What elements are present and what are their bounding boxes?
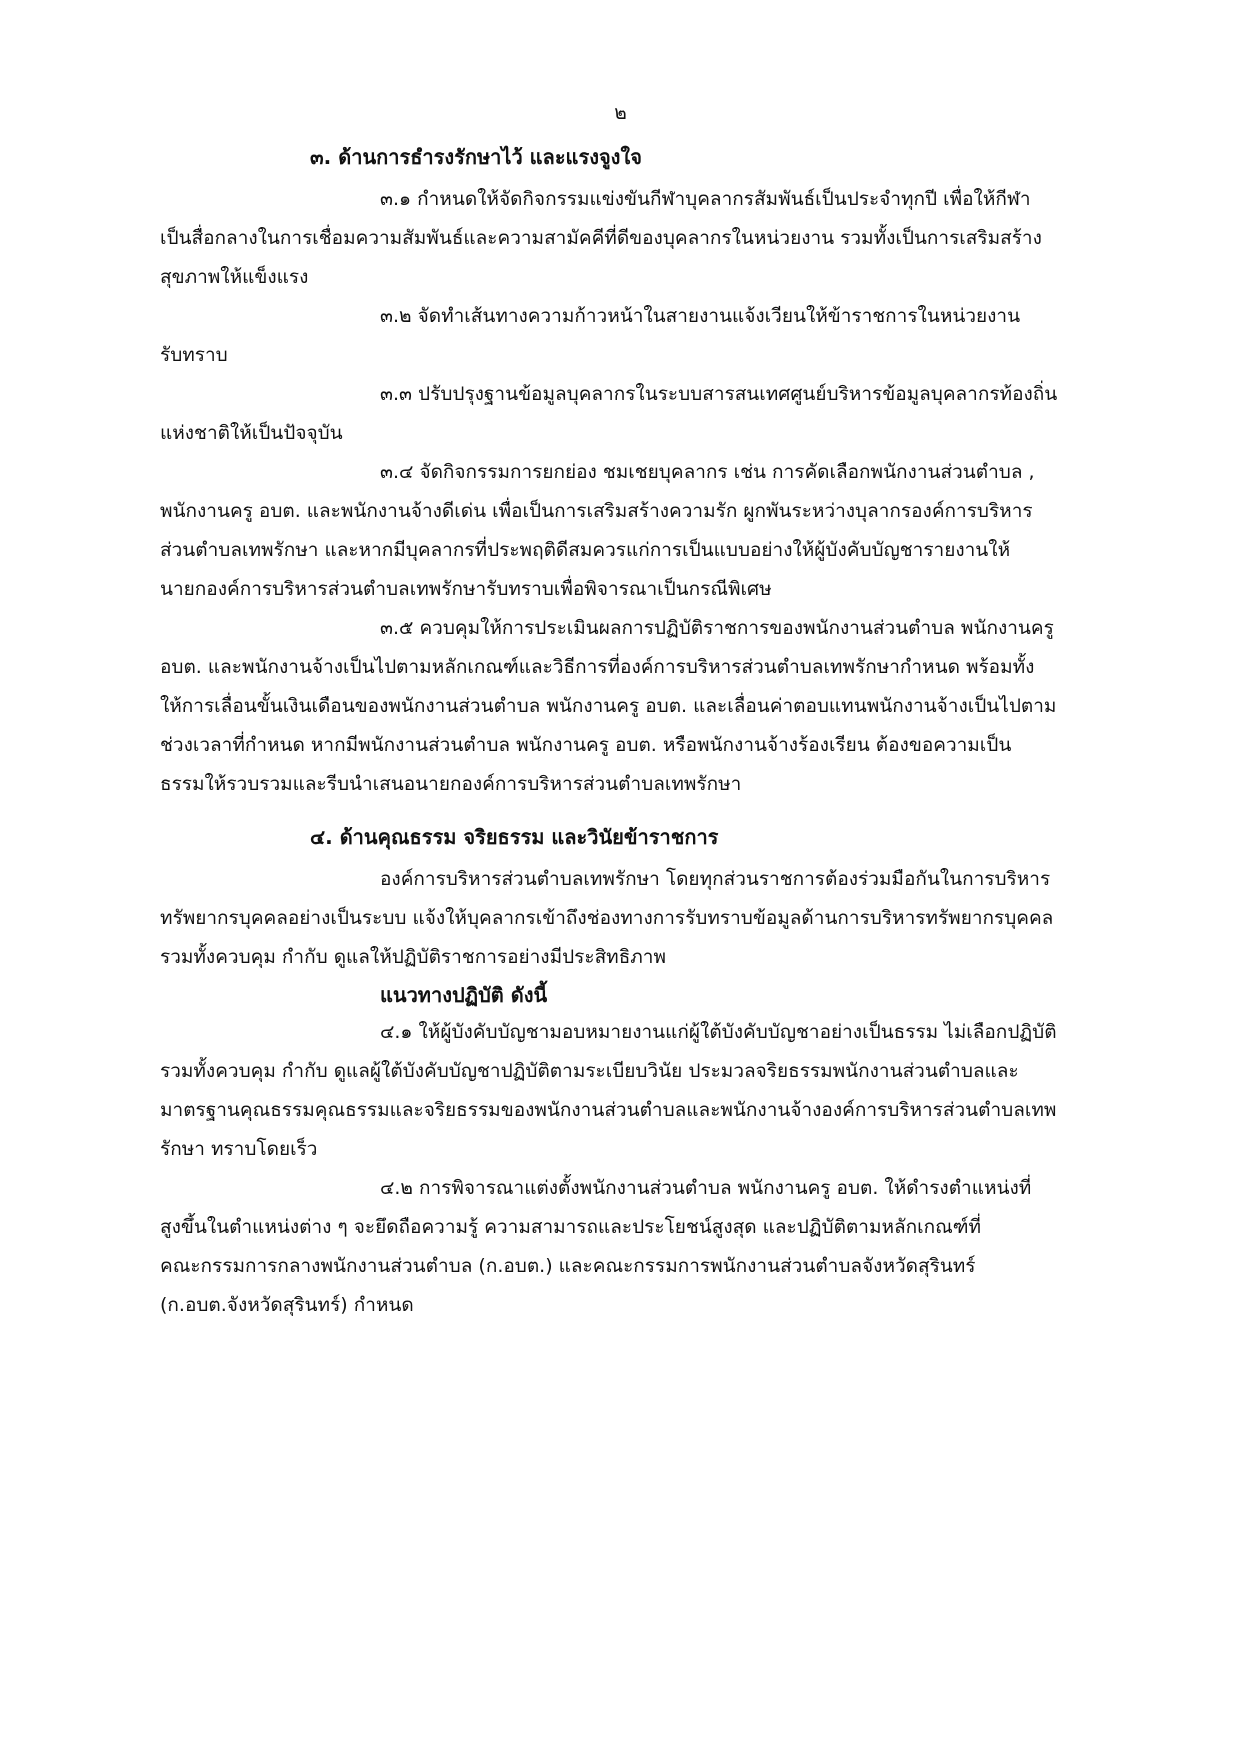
section-3-item-5 — [160, 609, 1125, 804]
paragraph-line: ส่วนตำบลเทพรักษา และหากมีบุคลากรที่ประพฤติดีสมควรแก่การเป็นแบบอย่างให้ผู้บังคับบัญชารายงานให้ — [160, 539, 1011, 561]
section-3-item-4 — [160, 453, 1125, 609]
document-body — [160, 142, 1125, 1325]
paragraph-line: ๓.๔ จัดกิจกรรมการยกย่อง ชมเชยบุคลากร เช่น การคัดเลือกพนักงานส่วนตำบล , — [380, 461, 1035, 483]
paragraph-line: อบต. และพนักงานจ้างเป็นไปตามหลักเกณฑ์และวิธีการที่องค์การบริหารส่วนตำบลเทพรักษากำหนด พร้อมทั้ง — [160, 656, 1035, 678]
paragraph-line: ๓.๒ จัดทำเส้นทางความก้าวหน้าในสายงานแจ้งเวียนให้ข้าราชการในหน่วยงาน — [380, 305, 1021, 327]
paragraph-line: ๔.๑ ให้ผู้บังคับบัญชามอบหมายงานแก่ผู้ใต้บังคับบัญชาอย่างเป็นธรรม ไม่เลือกปฏิบัติ — [380, 1021, 1057, 1043]
paragraph-line: เป็นสื่อกลางในการเชื่อมความสัมพันธ์และความสามัคคีที่ดีของบุคลากรในหน่วยงาน รวมทั้งเป็นการเสริมสร้าง — [160, 227, 1042, 249]
paragraph-line: พนักงานครู อบต. และพนักงานจ้างดีเด่น เพื่อเป็นการเสริมสร้างความรัก ผูกพันระหว่างบุลากรองค์การบริหาร — [160, 500, 1033, 522]
paragraph-line: ๓.๓ ปรับปรุงฐานข้อมูลบุคลากรในระบบสารสนเทศศูนย์บริหารข้อมูลบุคลากรท้องถิ่น — [380, 383, 1058, 405]
section-4-intro — [160, 860, 1125, 977]
paragraph-line: ช่วงเวลาที่กำหนด หากมีพนักงานส่วนตำบล พนักงานครู อบต. หรือพนักงานจ้างร้องเรียน ต้องขอความเป็น — [160, 734, 1012, 756]
paragraph-line: คณะกรรมการกลางพนักงานส่วนตำบล (ก.อบต.) และคณะกรรมการพนักงานส่วนตำบลจังหวัดสุรินทร์ — [160, 1255, 976, 1277]
paragraph-line: รวมทั้งควบคุม กำกับ ดูแลผู้ใต้บังคับบัญชาปฏิบัติตามระเบียบวินัย ประมวลจริยธรรมพนักงานส่วนตำบลและ — [160, 1060, 1019, 1082]
paragraph-line: (ก.อบต.จังหวัดสุรินทร์) กำหนด — [160, 1294, 414, 1316]
page-number: ๒ — [614, 102, 627, 124]
paragraph-line: ให้การเลื่อนขั้นเงินเดือนของพนักงานส่วนตำบล พนักงานครู อบต. และเลื่อนค่าตอบแทนพนักงานจ้างเป็นไปตาม — [160, 695, 1057, 717]
section-4-item-1 — [160, 1013, 1125, 1169]
section-3-item-2 — [160, 297, 1125, 375]
practice-guidelines-subheading: แนวทางปฏิบัติ ดังนี้ — [380, 983, 548, 1007]
paragraph-line: องค์การบริหารส่วนตำบลเทพรักษา โดยทุกส่วนราชการต้องร่วมมือกันในการบริหาร — [380, 868, 1051, 890]
paragraph-line: ๔.๒ การพิจารณาแต่งตั้งพนักงานส่วนตำบล พนักงานครู อบต. ให้ดำรงตำแหน่งที่ — [380, 1177, 1032, 1199]
section-3-item-1 — [160, 180, 1125, 297]
paragraph-line: ทรัพยากรบุคคลอย่างเป็นระบบ แจ้งให้บุคลากรเข้าถึงช่องทางการรับทราบข้อมูลด้านการบริหารทรัพยากรบุคคล — [160, 907, 1054, 929]
paragraph-line: สุขภาพให้แข็งแรง — [160, 266, 309, 288]
section-4-heading: ๔. ด้านคุณธรรม จริยธรรม และวินัยข้าราชการ — [310, 825, 719, 849]
paragraph-line: รับทราบ — [160, 344, 228, 366]
section-3-heading: ๓. ด้านการธำรงรักษาไว้ และแรงจูงใจ — [310, 145, 642, 169]
paragraph-line: ธรรมให้รวบรวมและรีบนำเสนอนายกองค์การบริหารส่วนตำบลเทพรักษา — [160, 773, 742, 795]
section-4-item-2 — [160, 1169, 1125, 1325]
section-3-item-3 — [160, 375, 1125, 453]
paragraph-line: แห่งชาติให้เป็นปัจจุบัน — [160, 422, 343, 444]
paragraph-line: ๓.๕ ควบคุมให้การประเมินผลการปฏิบัติราชการของพนักงานส่วนตำบล พนักงานครู — [380, 617, 1054, 639]
paragraph-line: มาตรฐานคุณธรรมคุณธรรมและจริยธรรมของพนักงานส่วนตำบลและพนักงานจ้างองค์การบริหารส่วนตำบลเทพ — [160, 1099, 1057, 1121]
paragraph-line: รักษา ทราบโดยเร็ว — [160, 1138, 318, 1160]
paragraph-line: สูงขึ้นในตำแหน่งต่าง ๆ จะยึดถือความรู้ ความสามารถและประโยชน์สูงสุด และปฏิบัติตามหลักเกณฑ์ที่ — [160, 1216, 982, 1238]
paragraph-line: นายกองค์การบริหารส่วนตำบลเทพรักษารับทราบเพื่อพิจารณาเป็นกรณีพิเศษ — [160, 578, 772, 600]
paragraph-line: ๓.๑ กำหนดให้จัดกิจกรรมแข่งขันกีฬาบุคลากรสัมพันธ์เป็นประจำทุกปี เพื่อให้กีฬา — [380, 188, 1031, 210]
paragraph-line: รวมทั้งควบคุม กำกับ ดูแลให้ปฏิบัติราชการอย่างมีประสิทธิภาพ — [160, 946, 667, 968]
